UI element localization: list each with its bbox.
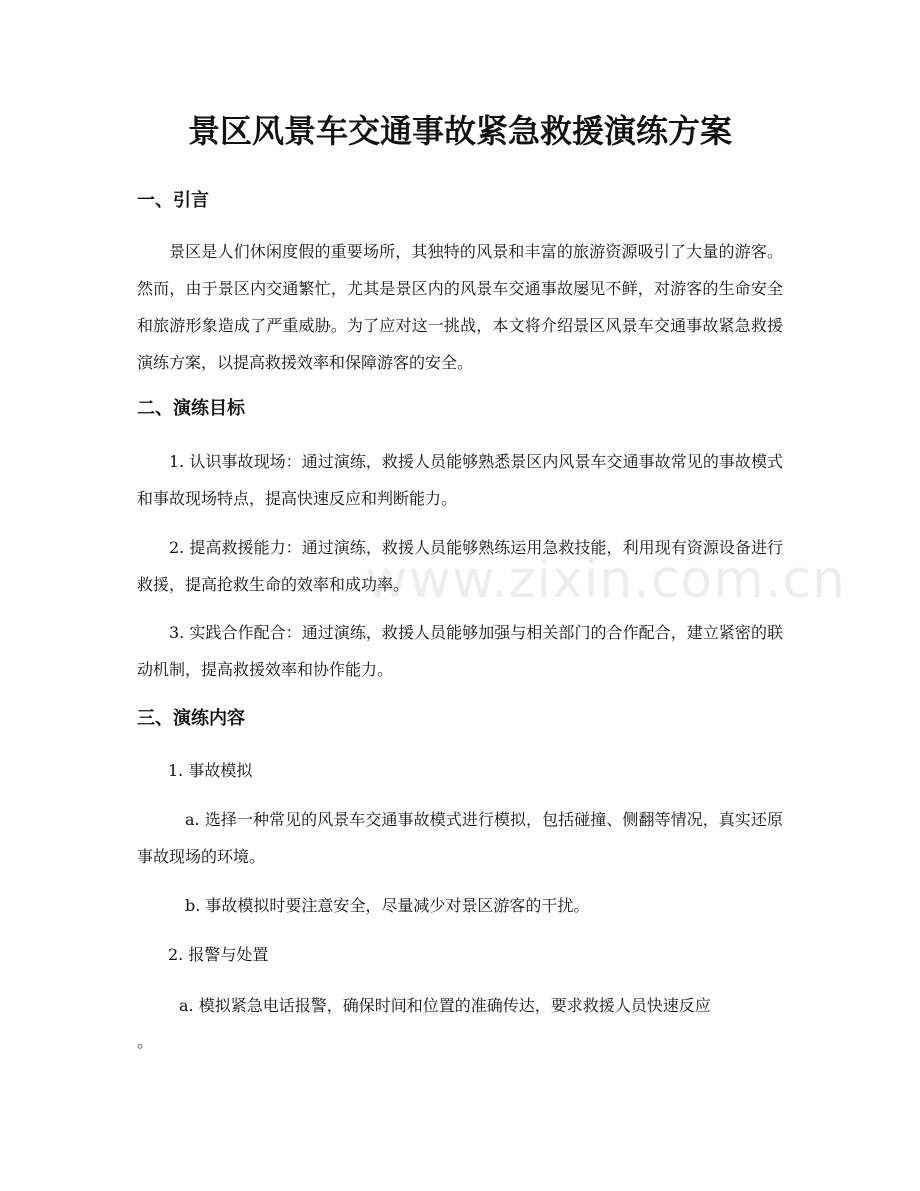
section-heading-introduction: 一、引言 <box>137 190 209 211</box>
content-sub-heading-1: 1. 事故模拟 <box>168 761 253 780</box>
goal-item-1: 1. 认识事故现场：通过演练，救援人员能够熟悉景区内风景车交通事故常见的事故模式和事故现场特点，提高快速反应和判断能力。 <box>137 452 783 508</box>
section-heading-goals: 二、演练目标 <box>137 398 245 419</box>
section-heading-content: 三、演练内容 <box>137 708 245 729</box>
content-sub-2-item-a: a. 模拟紧急电话报警，确保时间和位置的准确传达，要求救援人员快速反应 <box>179 996 711 1015</box>
content-sub-1-item-a: a. 选择一种常见的风景车交通事故模式进行模拟，包括碰撞、侧翻等情况，真实还原事故现场的环境。 <box>137 810 783 866</box>
content-sub-heading-2: 2. 报警与处置 <box>168 945 269 964</box>
introduction-paragraph: 景区是人们休闲度假的重要场所，其独特的风景和丰富的旅游资源吸引了大量的游客。然而，由于景区内交通繁忙，尤其是景区内的风景车交通事故屡见不鲜，对游客的生命安全和旅游形象造成了严重威胁。为了应对这一挑战，本文将介绍景区风景车交通事故紧急救援演练方案，以提高救援效率和保障游客的安全。 <box>137 242 783 372</box>
watermark: www.zixin.com.cn <box>365 550 846 610</box>
goal-item-2: 2. 提高救援能力：通过演练，救援人员能够熟练运用急救技能，利用现有资源设备进行救援，提高抢救生命的效率和成功率。 <box>137 538 783 594</box>
document-title: 景区风景车交通事故紧急救援演练方案 <box>187 112 732 150</box>
content-sub-1-item-b: b. 事故模拟时要注意安全，尽量减少对景区游客的干扰。 <box>185 896 590 915</box>
goal-item-3: 3. 实践合作配合：通过演练，救援人员能够加强与相关部门的合作配合，建立紧密的联动机制，提高救援效率和协作能力。 <box>137 623 783 679</box>
content-sub-2-item-a-continuation: 。 <box>137 1032 154 1051</box>
